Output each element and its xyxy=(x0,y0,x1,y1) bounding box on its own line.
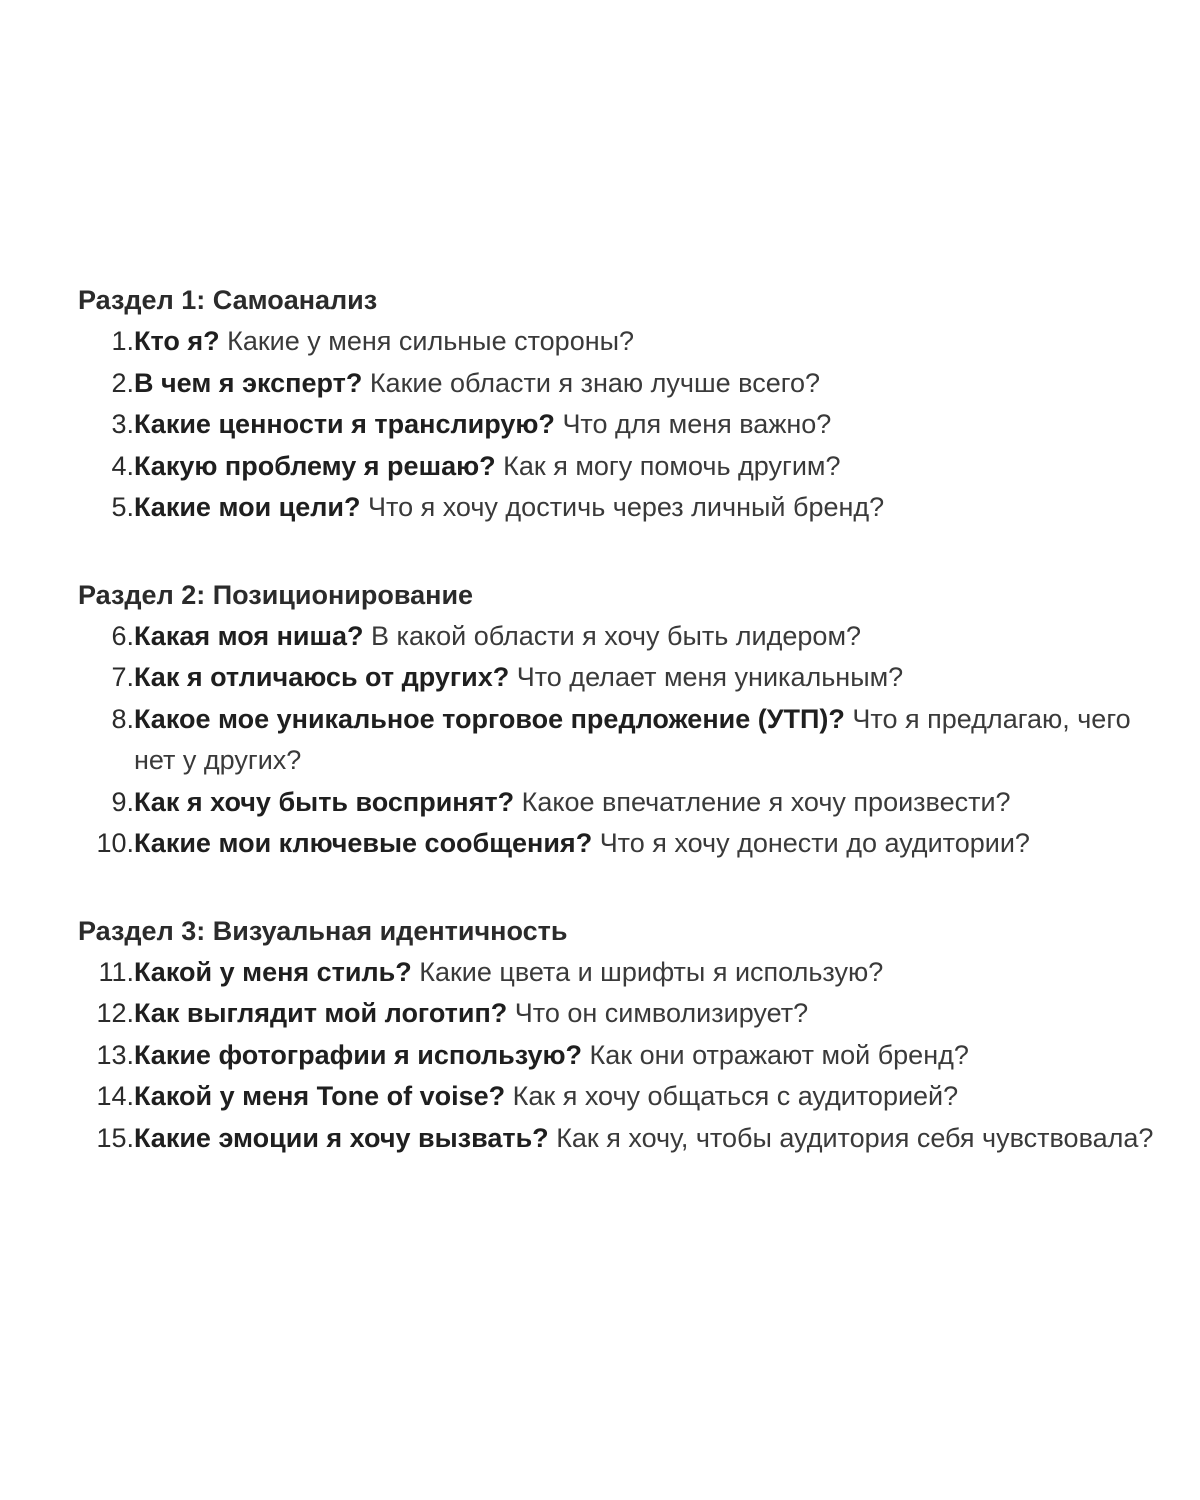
list-item xyxy=(78,823,1178,865)
item-text xyxy=(134,823,1174,865)
item-question: Какой у меня стиль? xyxy=(134,956,412,987)
list-item xyxy=(78,657,1178,699)
item-detail: Что для меня важно? xyxy=(554,409,832,439)
item-number: 1. xyxy=(111,326,134,356)
item-detail: Как я могу помочь другим? xyxy=(495,450,841,481)
item-detail: Что я предлагаю, чего нет у других? xyxy=(134,703,1131,775)
item-question: Кто я? xyxy=(134,326,220,356)
item-question: Какие фотографии я использую? xyxy=(134,1039,583,1070)
item-question: В чем я эксперт? xyxy=(134,367,363,398)
item-number: 7. xyxy=(111,662,134,692)
list-item xyxy=(78,616,1178,658)
section-title: Раздел 2: Позиционирование xyxy=(78,579,474,610)
item-number: 14. xyxy=(96,1081,134,1111)
item-question: Какие ценности я транслирую? xyxy=(134,409,555,439)
item-text xyxy=(134,1035,1174,1077)
item-text xyxy=(134,699,1174,782)
item-detail: Что делает меня уникальным? xyxy=(509,662,904,692)
list-item xyxy=(78,952,1178,994)
item-question: Какие мои ключевые сообщения? xyxy=(134,828,593,858)
question-list xyxy=(78,321,1178,529)
list-item xyxy=(78,1118,1178,1160)
item-question: Какой у меня Tone of voise? xyxy=(134,1081,506,1111)
item-detail: Какие у меня сильные стороны? xyxy=(219,326,635,356)
item-text xyxy=(134,363,1174,405)
item-number: 6. xyxy=(111,620,134,651)
item-detail: Какие цвета и шрифты я использую? xyxy=(411,956,884,987)
item-question: Какую проблему я решаю? xyxy=(134,450,496,481)
list-item xyxy=(78,699,1178,782)
item-text xyxy=(134,952,1174,994)
item-text xyxy=(134,321,1174,363)
item-text xyxy=(134,1076,1174,1118)
section-title: Раздел 3: Визуальная идентичность xyxy=(78,915,568,946)
list-item xyxy=(78,1076,1178,1118)
item-number: 9. xyxy=(111,786,134,817)
item-detail: Что я хочу достичь через личный бренд? xyxy=(360,492,885,522)
item-text xyxy=(134,782,1174,824)
item-question: Какое мое уникальное торговое предложение (УТП)? xyxy=(134,703,845,734)
item-text xyxy=(134,487,1174,529)
section-positioning xyxy=(78,575,1178,865)
item-text xyxy=(134,657,1174,699)
item-number: 5. xyxy=(111,492,134,522)
item-number: 10. xyxy=(96,828,134,858)
list-item xyxy=(78,321,1178,363)
item-question: Какие мои цели? xyxy=(134,492,361,522)
item-question: Какая моя ниша? xyxy=(134,620,364,651)
document xyxy=(78,280,1178,1205)
list-item xyxy=(78,782,1178,824)
item-detail: Что я хочу донести до аудитории? xyxy=(592,828,1030,858)
list-item xyxy=(78,404,1178,446)
item-number: 11. xyxy=(98,956,134,987)
item-number: 3. xyxy=(111,409,134,439)
item-question: Какие эмоции я хочу вызвать? xyxy=(134,1122,549,1153)
item-detail: Что он символизирует? xyxy=(507,998,809,1028)
question-list xyxy=(78,952,1178,1160)
item-text xyxy=(134,446,1174,488)
list-item xyxy=(78,487,1178,529)
section-self-analysis xyxy=(78,280,1178,529)
section-visual-identity xyxy=(78,911,1178,1160)
item-number: 2. xyxy=(111,367,134,398)
item-detail: Какие области я знаю лучше всего? xyxy=(362,367,820,398)
item-detail: Как они отражают мой бренд? xyxy=(582,1039,969,1070)
item-question: Как выглядит мой логотип? xyxy=(134,998,508,1028)
item-text xyxy=(134,616,1174,658)
item-number: 12. xyxy=(96,998,134,1028)
item-text xyxy=(134,1118,1174,1160)
list-item xyxy=(78,363,1178,405)
question-list xyxy=(78,616,1178,865)
item-question: Как я отличаюсь от других? xyxy=(134,662,510,692)
item-detail: Как я хочу общаться с аудиторией? xyxy=(505,1081,959,1111)
section-title: Раздел 1: Самоанализ xyxy=(78,285,378,315)
list-item xyxy=(78,993,1178,1035)
item-text xyxy=(134,993,1174,1035)
list-item xyxy=(78,1035,1178,1077)
item-detail: В какой области я хочу быть лидером? xyxy=(363,620,862,651)
list-item xyxy=(78,446,1178,488)
item-number: 13. xyxy=(96,1039,134,1070)
item-text xyxy=(134,404,1174,446)
item-number: 8. xyxy=(111,703,134,734)
item-number: 15. xyxy=(96,1122,134,1153)
item-detail: Как я хочу, чтобы аудитория себя чувствовала? xyxy=(548,1122,1154,1153)
item-question: Как я хочу быть воспринят? xyxy=(134,786,515,817)
item-detail: Какое впечатление я хочу произвести? xyxy=(514,786,1011,817)
item-number: 4. xyxy=(111,450,134,481)
